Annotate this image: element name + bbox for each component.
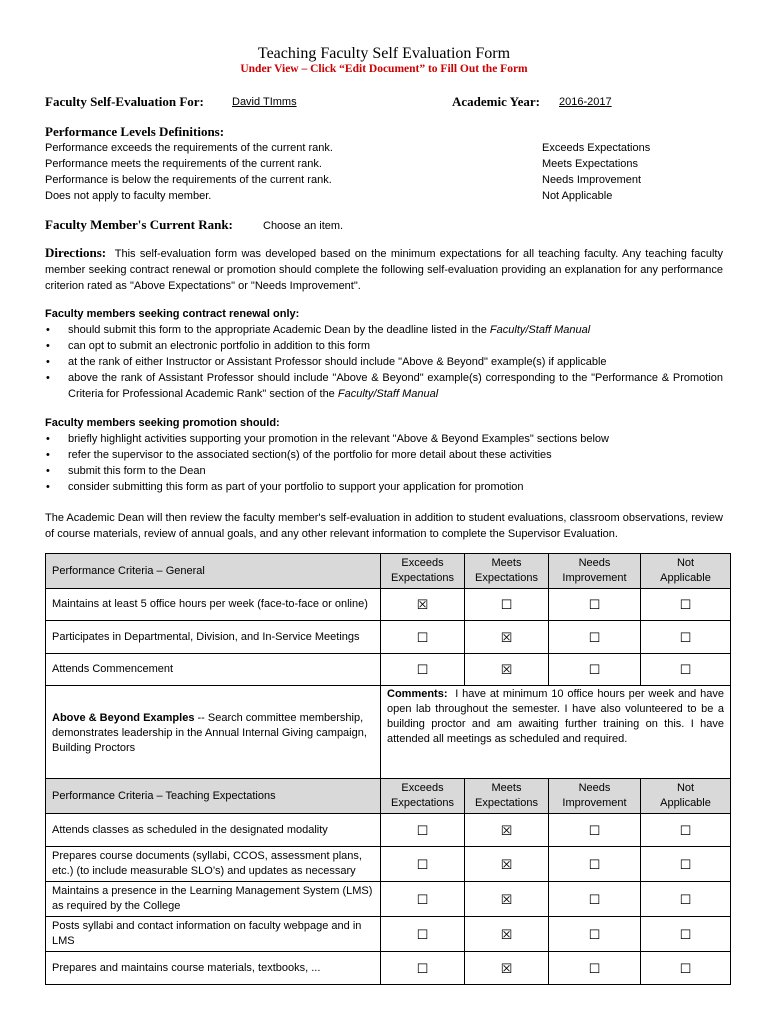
definition-text: Does not apply to faculty member. bbox=[45, 190, 212, 202]
rank-label: Faculty Member's Current Rank: bbox=[45, 217, 233, 232]
above-beyond-row bbox=[46, 686, 731, 782]
checkbox-exceeds[interactable]: ☐ bbox=[381, 917, 465, 952]
criterion-text: Prepares course documents (syllabi, CCOS, assessment plans, etc.) (to include measurable SLO’s) and updates as necessary bbox=[46, 847, 381, 882]
definition-text: Performance is below the requirements of the current rank. bbox=[45, 174, 332, 186]
comments-field[interactable] bbox=[381, 686, 731, 782]
col-not-applicable: Not Applicable bbox=[641, 554, 731, 589]
list-item: • should submit this form to the appropriate Academic Dean by the deadline listed in the Faculty/Staff Manual bbox=[45, 322, 723, 338]
promotion-heading: Faculty members seeking promotion should: bbox=[45, 417, 280, 429]
faculty-name-field[interactable]: David TImms bbox=[232, 96, 297, 108]
directions-label: Directions: bbox=[45, 245, 107, 260]
checkbox-not-applicable[interactable]: ☐ bbox=[641, 882, 731, 917]
above-beyond-label: Above & Beyond Examples bbox=[52, 712, 195, 724]
col-needs: Needs Improvement bbox=[549, 779, 641, 814]
checkbox-meets[interactable]: ☒ bbox=[465, 621, 549, 654]
faculty-label: Faculty Self-Evaluation For: bbox=[45, 94, 204, 109]
above-beyond-cell bbox=[46, 686, 381, 782]
criterion-text: Maintains a presence in the Learning Management System (LMS) as required by the College bbox=[46, 882, 381, 917]
table-row bbox=[46, 589, 731, 621]
review-paragraph: The Academic Dean will then review the faculty member's self-evaluation in addition to student evaluations, classroom observations, review of course materials, review of annual goals, and any other relevant information to complete the Supervisor Evaluation. bbox=[45, 512, 723, 540]
general-header: Performance Criteria – General bbox=[46, 554, 381, 589]
academic-year-label: Academic Year: bbox=[452, 94, 540, 109]
col-not-applicable: Not Applicable bbox=[641, 779, 731, 814]
list-item: • submit this form to the Dean bbox=[45, 463, 723, 479]
checkbox-exceeds[interactable]: ☒ bbox=[381, 589, 465, 621]
list-item: • can opt to submit an electronic portfolio in addition to this form bbox=[45, 338, 723, 354]
checkbox-needs[interactable]: ☐ bbox=[549, 952, 641, 985]
definition-text: Performance meets the requirements of the current rank. bbox=[45, 158, 322, 170]
checkbox-meets[interactable]: ☒ bbox=[465, 917, 549, 952]
checkbox-exceeds[interactable]: ☐ bbox=[381, 621, 465, 654]
checkbox-exceeds[interactable]: ☐ bbox=[381, 847, 465, 882]
teaching-header: Performance Criteria – Teaching Expectations bbox=[46, 779, 381, 814]
col-exceeds: Exceeds Expectations bbox=[381, 554, 465, 589]
col-meets: Meets Expectations bbox=[465, 554, 549, 589]
list-item: • refer the supervisor to the associated section(s) of the portfolio for more detail about these activities bbox=[45, 447, 723, 463]
renewal-heading: Faculty members seeking contract renewal only: bbox=[45, 308, 300, 320]
directions-text: This self-evaluation form was developed based on the minimum expectations for all teaching faculty. Any teaching faculty member seeking contract renewal or promotion should complete the following self-evaluation providing an explanation for any performance criterion rated as "Above Expectations" or "Needs Improvement". bbox=[45, 248, 723, 292]
table-row bbox=[46, 882, 731, 917]
checkbox-needs[interactable]: ☐ bbox=[549, 621, 641, 654]
checkbox-exceeds[interactable]: ☐ bbox=[381, 814, 465, 847]
table-row bbox=[46, 952, 731, 985]
rank-dropdown[interactable]: Choose an item. bbox=[263, 220, 344, 232]
definition-level: Exceeds Expectations bbox=[542, 142, 651, 154]
checkbox-needs[interactable]: ☐ bbox=[549, 654, 641, 686]
criterion-text: Prepares and maintains course materials, textbooks, ... bbox=[46, 952, 381, 985]
checkbox-not-applicable[interactable]: ☐ bbox=[641, 917, 731, 952]
list-item: • briefly highlight activities supporting your promotion in the relevant "Above & Beyond Examples" sections below bbox=[45, 431, 723, 447]
table-row bbox=[46, 621, 731, 654]
checkbox-needs[interactable]: ☐ bbox=[549, 814, 641, 847]
criterion-text: Maintains at least 5 office hours per week (face-to-face or online) bbox=[46, 589, 381, 621]
directions-paragraph bbox=[45, 245, 723, 294]
checkbox-needs[interactable]: ☐ bbox=[549, 882, 641, 917]
definition-level: Needs Improvement bbox=[542, 174, 642, 186]
definitions-heading: Performance Levels Definitions: bbox=[45, 124, 225, 139]
list-item: • consider submitting this form as part of your portfolio to support your application for promotion bbox=[45, 479, 723, 495]
checkbox-needs[interactable]: ☐ bbox=[549, 589, 641, 621]
definition-level: Not Applicable bbox=[542, 190, 613, 202]
academic-year-field[interactable]: 2016-2017 bbox=[559, 96, 612, 108]
checkbox-not-applicable[interactable]: ☐ bbox=[641, 814, 731, 847]
checkbox-not-applicable[interactable]: ☐ bbox=[641, 952, 731, 985]
checkbox-not-applicable[interactable]: ☐ bbox=[641, 847, 731, 882]
col-needs: Needs Improvement bbox=[549, 554, 641, 589]
table-header-row bbox=[46, 779, 731, 814]
list-item: • at the rank of either Instructor or Assistant Professor should include "Above & Beyond" example(s) if applicable bbox=[45, 354, 723, 370]
checkbox-meets[interactable]: ☒ bbox=[465, 952, 549, 985]
form-subtitle: Under View – Click “Edit Document” to Fill Out the Form bbox=[240, 63, 528, 75]
general-criteria-table bbox=[45, 553, 731, 782]
renewal-list bbox=[45, 322, 723, 402]
promotion-list bbox=[45, 431, 723, 495]
checkbox-exceeds[interactable]: ☐ bbox=[381, 952, 465, 985]
checkbox-exceeds[interactable]: ☐ bbox=[381, 654, 465, 686]
definition-text: Performance exceeds the requirements of the current rank. bbox=[45, 142, 333, 154]
checkbox-meets[interactable]: ☒ bbox=[465, 814, 549, 847]
comments-text: I have at minimum 10 office hours per week and have open lab throughout the semester. I have also volunteered to be a building proctor and am awaiting further training on this. I have attended all meetings as scheduled and required. bbox=[387, 688, 724, 745]
checkbox-meets[interactable]: ☒ bbox=[465, 882, 549, 917]
criterion-text: Participates in Departmental, Division, and In-Service Meetings bbox=[46, 621, 381, 654]
table-row bbox=[46, 847, 731, 882]
checkbox-not-applicable[interactable]: ☐ bbox=[641, 621, 731, 654]
checkbox-not-applicable[interactable]: ☐ bbox=[641, 654, 731, 686]
checkbox-meets[interactable]: ☒ bbox=[465, 847, 549, 882]
table-row bbox=[46, 814, 731, 847]
table-header-row bbox=[46, 554, 731, 589]
criterion-text: Attends Commencement bbox=[46, 654, 381, 686]
comments-label: Comments: bbox=[387, 688, 448, 700]
list-item: • above the rank of Assistant Professor should include "Above & Beyond" example(s) corresponding to the "Performance & Promotion Criteria for Professional Academic Rank" section of the Faculty/Staff Manual bbox=[45, 370, 723, 402]
checkbox-meets[interactable]: ☒ bbox=[465, 654, 549, 686]
table-row bbox=[46, 917, 731, 952]
checkbox-needs[interactable]: ☐ bbox=[549, 917, 641, 952]
checkbox-exceeds[interactable]: ☐ bbox=[381, 882, 465, 917]
criterion-text: Posts syllabi and contact information on faculty webpage and in LMS bbox=[46, 917, 381, 952]
teaching-criteria-table bbox=[45, 778, 731, 985]
above-beyond-text: -- Search committee membership, demonstrates leadership in the Annual Internal Giving campaign, Building Proctors bbox=[52, 712, 367, 754]
criterion-text: Attends classes as scheduled in the designated modality bbox=[46, 814, 381, 847]
table-row bbox=[46, 654, 731, 686]
col-meets: Meets Expectations bbox=[465, 779, 549, 814]
checkbox-not-applicable[interactable]: ☐ bbox=[641, 589, 731, 621]
col-exceeds: Exceeds Expectations bbox=[381, 779, 465, 814]
checkbox-meets[interactable]: ☐ bbox=[465, 589, 549, 621]
form-title: Teaching Faculty Self Evaluation Form bbox=[257, 45, 511, 62]
checkbox-needs[interactable]: ☐ bbox=[549, 847, 641, 882]
definition-level: Meets Expectations bbox=[542, 158, 638, 170]
